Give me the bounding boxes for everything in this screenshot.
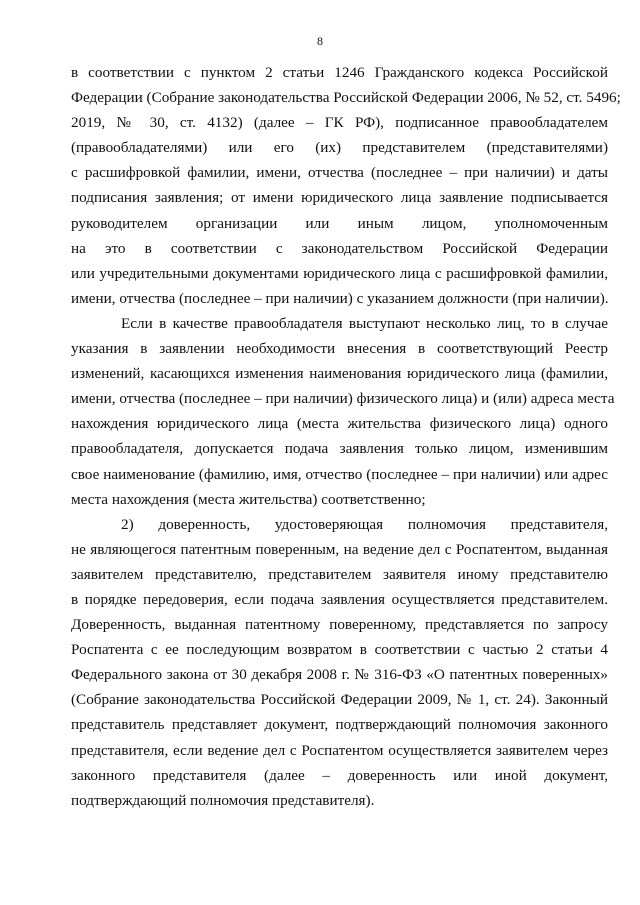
text-line: 2019, № 30, ст. 4132) (далее – ГК РФ), подписанное правообладателем [71,114,608,132]
text-line: Федерального закона от 30 декабря 2008 г. № 316-ФЗ «О патентных поверенных» [71,666,608,684]
text-line: Доверенность, выданная патентному поверенному, представляется по запросу [71,616,608,634]
text-line: 2) доверенность, удостоверяющая полномочия представителя, [121,515,608,533]
text-line: или учредительными документами юридического лица с расшифровкой фамилии, [71,264,608,282]
text-line: нахождения юридического лица (места жительства физического лица) одного [71,415,608,433]
text-line: Федерации (Собрание законодательства Российской Федерации 2006, № 52, ст. 5496; [71,89,621,107]
text-line: подписания заявления; от имени юридического лица заявление подписывается [71,189,608,207]
text-line: не являющегося патентным поверенным, на ведение дел с Роспатентом, выданная [71,540,608,558]
text-line: в порядке передоверия, если подача заявления осуществляется представителем. [71,590,608,608]
paragraph-3 [71,512,608,813]
text-line: (Собрание законодательства Российской Федерации 2009, № 1, ст. 24). Законный [71,691,608,709]
text-line: представителя, если ведение дел с Роспатентом осуществляется заявителем через [71,741,608,759]
text-line: Если в качестве правообладателя выступают несколько лиц, то в случае [121,314,608,332]
text-line: на это в соответствии с законодательством Российской Федерации [71,239,608,257]
paragraph-2 [71,311,615,512]
text-line: изменений, касающихся изменения наименования юридического лица (фамилии, [71,365,608,383]
text-line: заявителем представителю, представителем заявителя иному представителю [71,565,608,583]
page-number: 8 [317,34,323,48]
text-line: указания в заявлении необходимости внесения в соответствующий Реестр [71,340,608,358]
paragraph-1 [71,60,621,311]
text-line: имени, отчества (последнее – при наличии) с указанием должности (при наличии). [71,289,609,307]
document-body [71,60,621,813]
text-line: в соответствии с пунктом 2 статьи 1246 Гражданского кодекса Российской [71,64,608,81]
text-line: правообладателя, допускается подача заявления только лицом, изменившим [71,440,608,458]
text-line: представитель представляет документ, подтверждающий полномочия законного [71,716,608,734]
text-line: подтверждающий полномочия представителя). [71,791,375,809]
text-line: с расшифровкой фамилии, имени, отчества (последнее – при наличии) и даты [71,164,608,182]
text-line: руководителем организации или иным лицом, уполномоченным [71,214,608,232]
text-line: имени, отчества (последнее – при наличии) физического лица) и (или) адреса места [71,390,615,408]
text-line: (правообладателями) или его (их) представителем (представителями) [71,139,608,157]
text-line: свое наименование (фамилию, имя, отчество (последнее – при наличии) или адрес [71,465,608,483]
text-line: места нахождения (места жительства) соответственно; [71,490,426,508]
text-line: законного представителя (далее – доверенность или иной документ, [71,766,608,784]
text-line: Роспатента с ее последующим возвратом в соответствии с частью 2 статьи 4 [71,641,608,659]
